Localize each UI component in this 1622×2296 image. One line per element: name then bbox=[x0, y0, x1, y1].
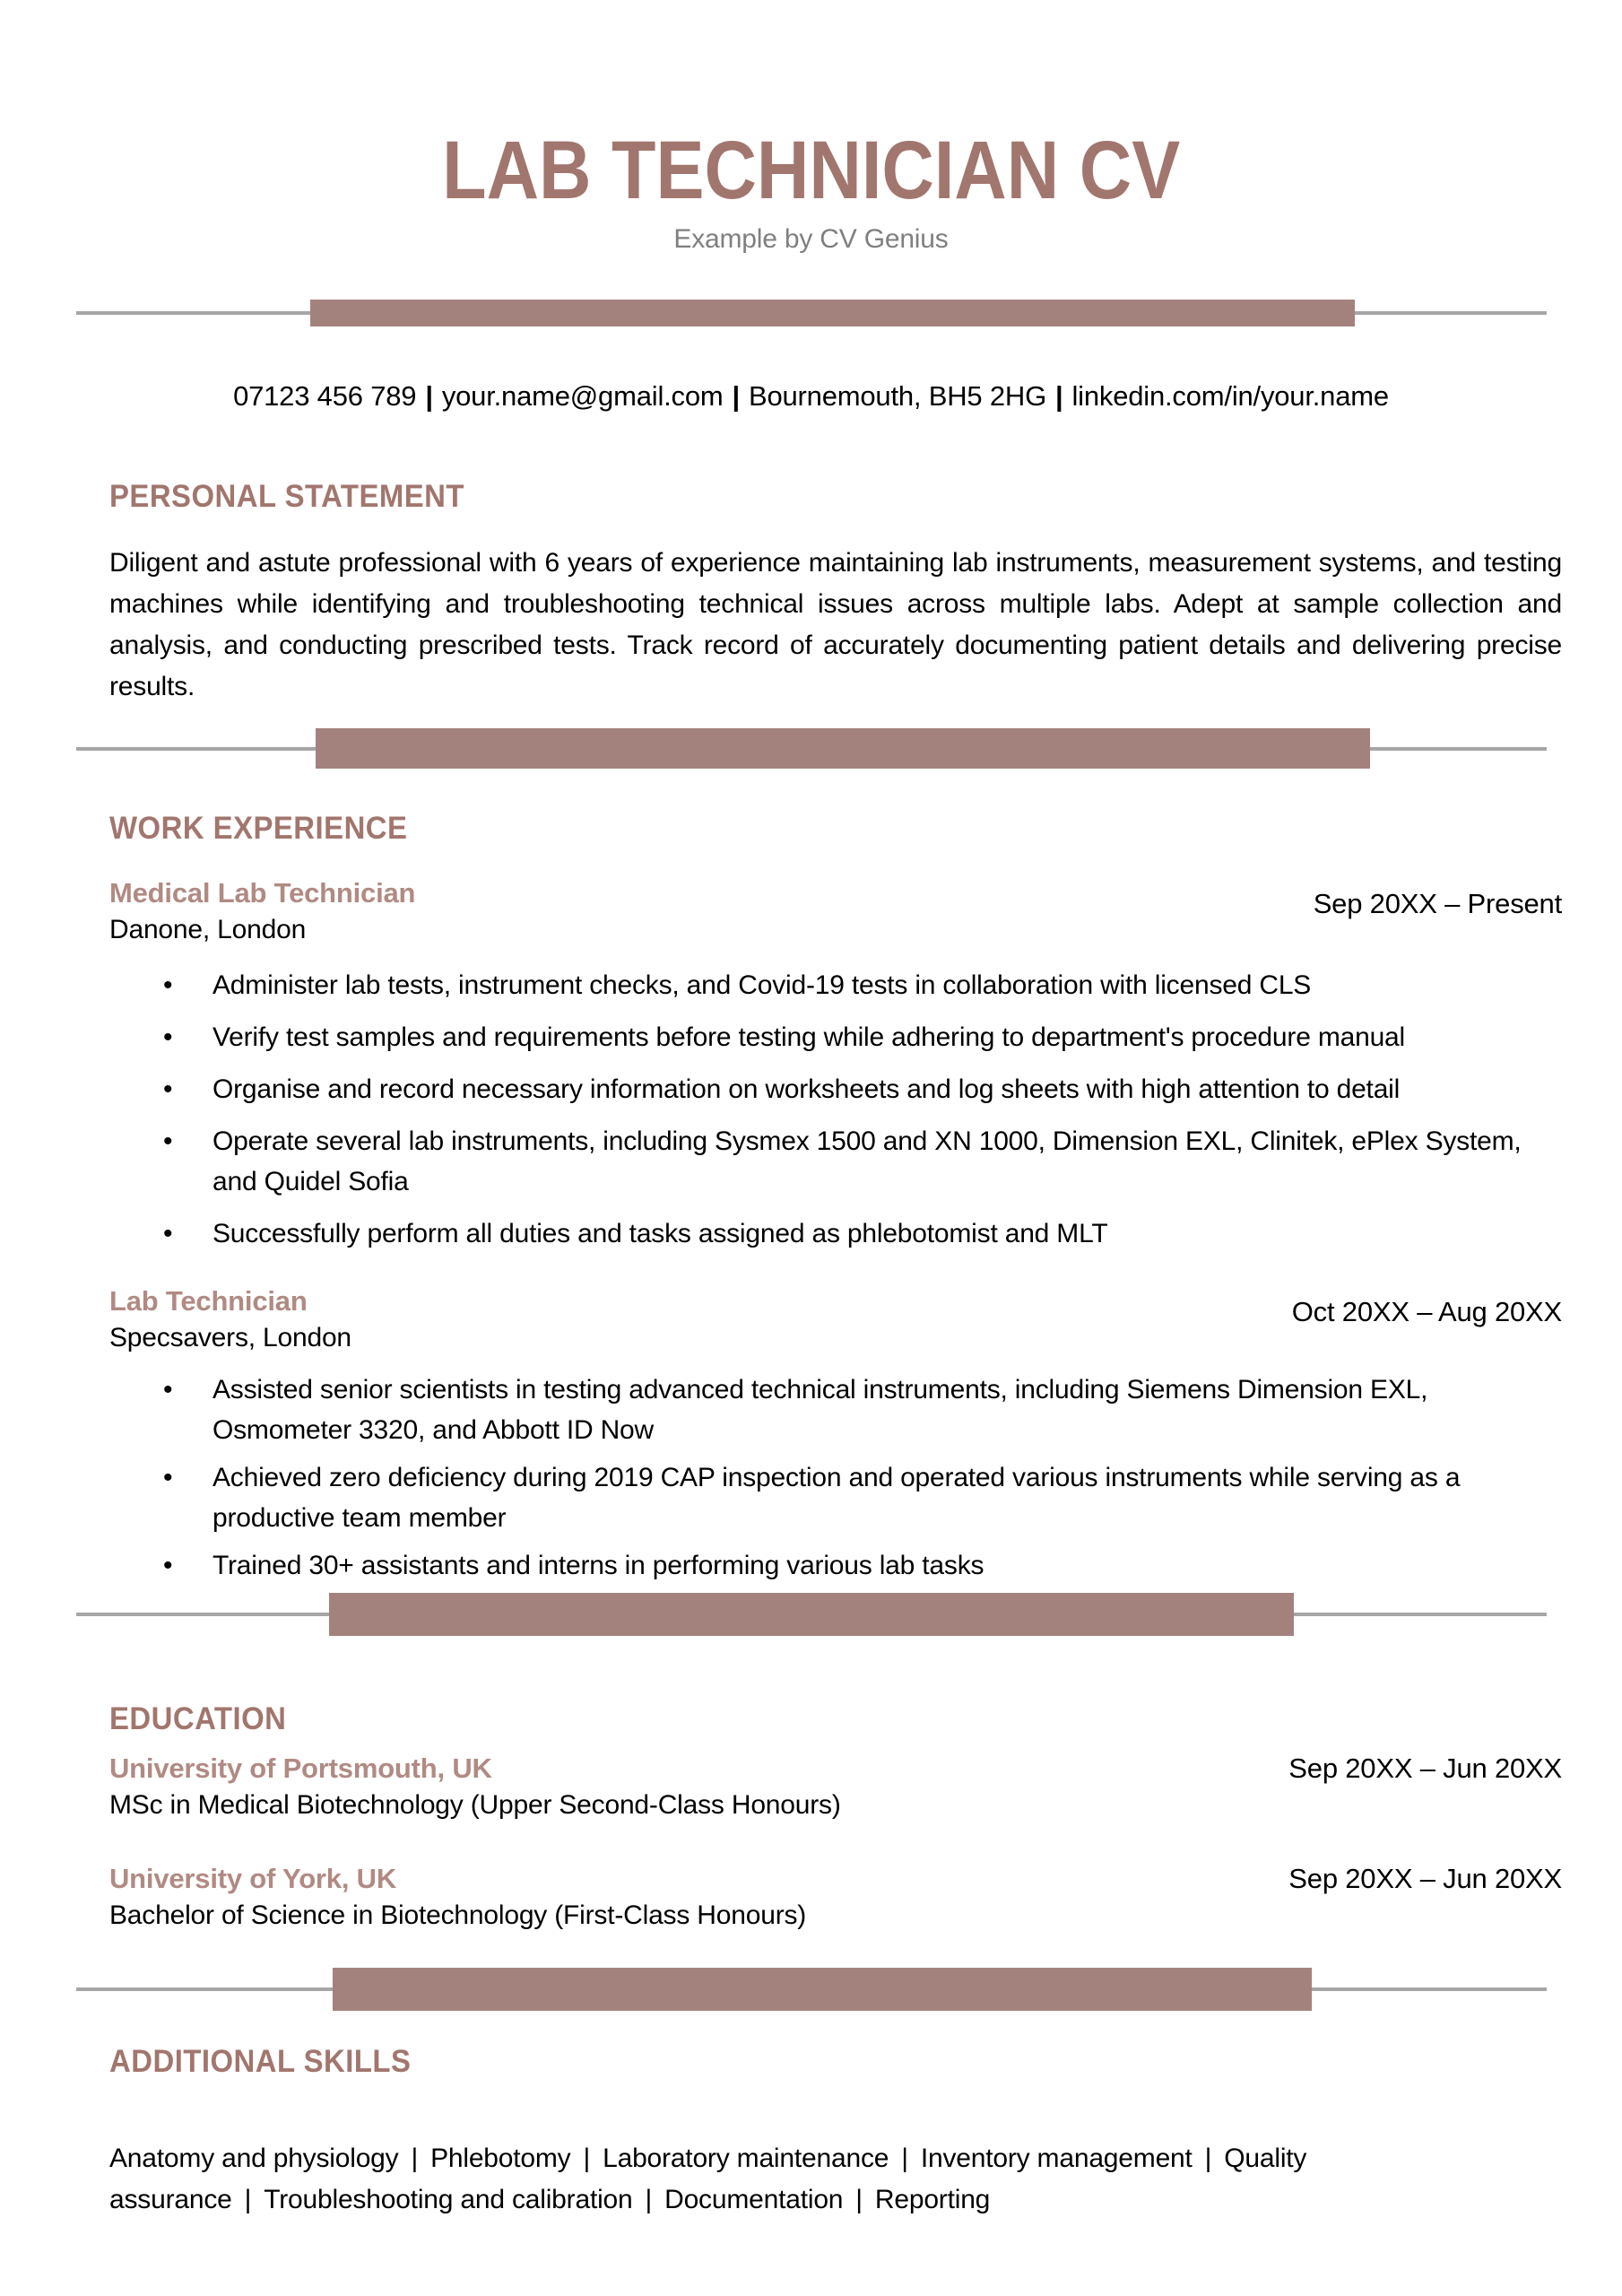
contact-line bbox=[0, 378, 1622, 415]
page-title: LAB TECHNICIAN CV bbox=[441, 125, 1181, 216]
job-title: Medical Lab Technician bbox=[109, 877, 416, 909]
skill-item: Reporting bbox=[874, 2185, 991, 2214]
job-bullet-text: Organise and record necessary information on worksheets and log sheets with high attention to detail bbox=[213, 1074, 1401, 1104]
section-divider bbox=[0, 1968, 1622, 2011]
bullet-icon: • bbox=[163, 1219, 173, 1248]
job-bullet bbox=[109, 1213, 1562, 1254]
education-degree: Bachelor of Science in Biotechnology (First-Class Honours) bbox=[109, 1900, 807, 1930]
job-title-block bbox=[109, 1283, 351, 1357]
divider-bar bbox=[316, 728, 1370, 769]
education-section bbox=[0, 1699, 1622, 1935]
education-heading bbox=[109, 1699, 1562, 1739]
job-bullet-text: Trained 30+ assistants and interns in performing various lab tasks bbox=[213, 1551, 984, 1580]
personal-statement-heading bbox=[109, 476, 1562, 517]
bullet-icon: • bbox=[163, 1551, 173, 1580]
job-bullet bbox=[109, 1121, 1562, 1202]
additional-skills-heading bbox=[109, 2041, 1562, 2082]
education-degree: MSc in Medical Biotechnology (Upper Second-Class Honours) bbox=[109, 1790, 841, 1820]
bullet-icon: • bbox=[163, 970, 173, 1000]
job-header bbox=[109, 1283, 1562, 1357]
skill-item: Quality assurance bbox=[109, 2144, 1307, 2214]
job-bullet-list bbox=[109, 1370, 1562, 1586]
work-experience-heading bbox=[109, 808, 1562, 848]
skill-item: Troubleshooting and calibration bbox=[264, 2185, 633, 2214]
job-company: Specsavers, London bbox=[109, 1323, 351, 1352]
job-header bbox=[109, 875, 1562, 949]
contact-separator: | bbox=[425, 380, 433, 412]
job-bullet bbox=[109, 1069, 1562, 1109]
personal-statement-body: Diligent and astute professional with 6 years of experience maintaining lab instruments, measurement systems, and testing machines while identifying and troubleshooting technical issues across multiple labs. Adept at sample collection and analysis, and conducting prescribed tests. Track record of accurately documenting patient details and delivering precise results. bbox=[109, 548, 1562, 701]
bullet-icon: • bbox=[163, 1375, 173, 1405]
skill-separator: | bbox=[411, 2144, 419, 2173]
skill-separator: | bbox=[244, 2185, 252, 2214]
job-bullet-text: Successfully perform all duties and tasks assigned as phlebotomist and MLT bbox=[213, 1219, 1108, 1248]
contact-linkedin: linkedin.com/in/your.name bbox=[1071, 380, 1389, 412]
additional-skills-section bbox=[0, 2041, 1622, 2221]
header bbox=[0, 126, 1622, 216]
contact-location: Bournemouth, BH5 2HG bbox=[749, 380, 1047, 412]
job-bullet bbox=[109, 1457, 1562, 1538]
education-heading-text: EDUCATION bbox=[109, 1701, 287, 1736]
contact-separator: | bbox=[732, 380, 740, 412]
job-bullet-text: Assisted senior scientists in testing advanced technical instruments, including Siemens Dimension EXL, Osmometer 3320, and Abbott ID Now bbox=[213, 1375, 1428, 1445]
skill-item: Phlebotomy bbox=[430, 2144, 571, 2173]
job-bullet-text: Administer lab tests, instrument checks, and Covid-19 tests in collaboration with licensed CLS bbox=[213, 970, 1312, 1000]
education-dates: Sep 20XX – Jun 20XX bbox=[1288, 1863, 1562, 1894]
bullet-icon: • bbox=[163, 1126, 173, 1156]
bullet-icon: • bbox=[163, 1463, 173, 1492]
contact-phone: 07123 456 789 bbox=[233, 380, 417, 412]
education-dates: Sep 20XX – Jun 20XX bbox=[1288, 1752, 1562, 1784]
job-title-block bbox=[109, 875, 415, 949]
skill-separator: | bbox=[583, 2144, 591, 2173]
education-school: University of Portsmouth, UK bbox=[109, 1752, 492, 1784]
education-entry-header bbox=[109, 1751, 1562, 1787]
page-subtitle: Example by CV Genius bbox=[673, 224, 949, 254]
divider-bar bbox=[329, 1593, 1294, 1636]
education-school: University of York, UK bbox=[109, 1863, 397, 1894]
skill-item: Laboratory maintenance bbox=[603, 2144, 889, 2173]
skill-separator: | bbox=[1204, 2144, 1212, 2173]
job-bullet-text: Operate several lab instruments, including Sysmex 1500 and XN 1000, Dimension EXL, Clinitek, ePlex System, and Quidel Sofia bbox=[213, 1126, 1522, 1196]
work-experience-heading-text: WORK EXPERIENCE bbox=[109, 811, 408, 846]
skill-item: Documentation bbox=[664, 2185, 844, 2214]
bullet-icon: • bbox=[163, 1074, 173, 1104]
job-bullet-text: Achieved zero deficiency during 2019 CAP inspection and operated various instruments while serving as a productive team member bbox=[213, 1463, 1461, 1533]
skill-item: Anatomy and physiology bbox=[109, 2144, 399, 2173]
job-dates: Oct 20XX – Aug 20XX bbox=[1291, 1296, 1562, 1327]
section-divider bbox=[0, 300, 1622, 326]
personal-statement-section bbox=[0, 476, 1622, 708]
skill-separator: | bbox=[855, 2185, 863, 2214]
divider-bar bbox=[310, 300, 1355, 326]
job-dates: Sep 20XX – Present bbox=[1313, 888, 1562, 919]
bullet-icon: • bbox=[163, 1022, 173, 1052]
job-bullet bbox=[109, 1017, 1562, 1057]
job-company: Danone, London bbox=[109, 915, 307, 944]
job-bullet bbox=[109, 1545, 1562, 1586]
personal-statement-heading-text: PERSONAL STATEMENT bbox=[109, 479, 464, 514]
section-divider bbox=[0, 1593, 1622, 1636]
skill-item: Inventory management bbox=[920, 2144, 1193, 2173]
job-bullet-list bbox=[109, 965, 1562, 1254]
skill-separator: | bbox=[645, 2185, 653, 2214]
skills-list bbox=[109, 2138, 1562, 2221]
job-bullet bbox=[109, 965, 1562, 1005]
job-bullet bbox=[109, 1370, 1562, 1450]
divider-bar bbox=[333, 1968, 1312, 2011]
section-divider bbox=[0, 728, 1622, 769]
work-experience-section bbox=[0, 808, 1622, 1586]
contact-email: your.name@gmail.com bbox=[441, 380, 724, 412]
job-bullet-text: Verify test samples and requirements before testing while adhering to department's procedure manual bbox=[213, 1022, 1406, 1052]
job-title: Lab Technician bbox=[109, 1285, 308, 1317]
contact-separator: | bbox=[1055, 380, 1063, 412]
skill-separator: | bbox=[901, 2144, 908, 2173]
additional-skills-heading-text: ADDITIONAL SKILLS bbox=[109, 2044, 412, 2079]
education-entry-header bbox=[109, 1861, 1562, 1897]
